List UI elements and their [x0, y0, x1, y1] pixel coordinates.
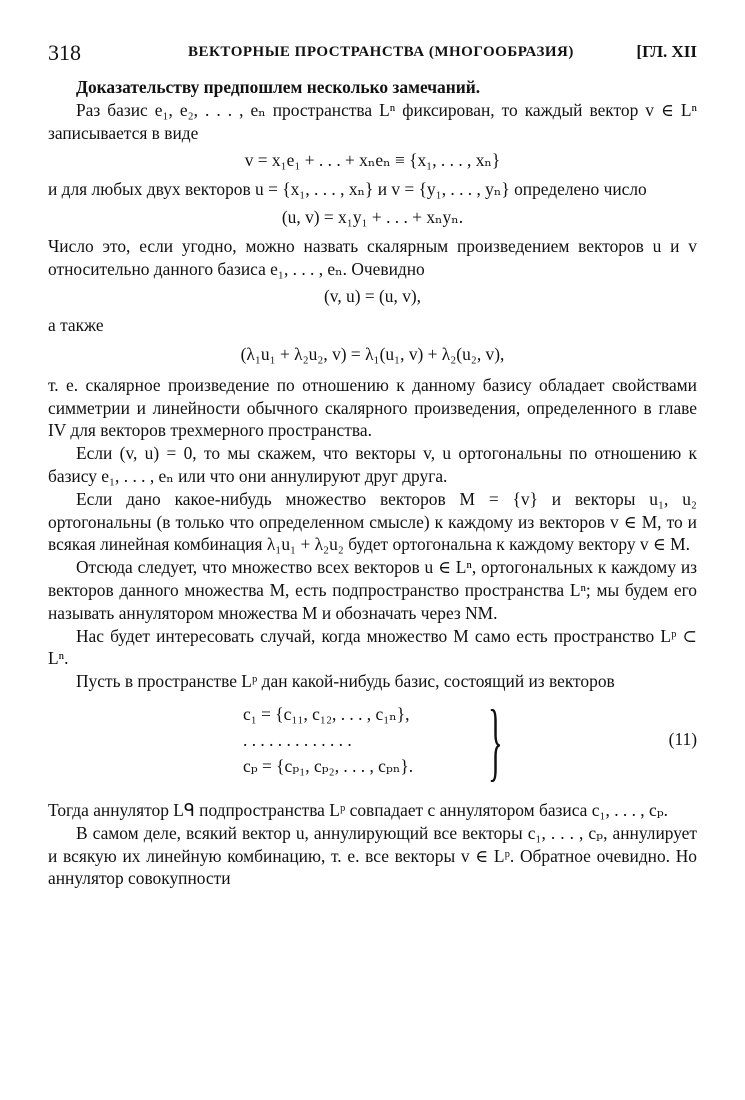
paragraph-scalar-product-name: Число это, если угодно, можно назвать скалярным произведением векторов u и v относительно данного базиса e₁, . . . , eₙ. Очевидно [48, 235, 697, 279]
formula-vector-expansion: v = x₁e₁ + . . . + xₙeₙ ≡ {x₁, . . . , xₙ} [244, 150, 501, 171]
system-line-1: c₁ = {c₁₁, c₁₂, . . . , c₁ₙ}, [243, 703, 410, 724]
paragraph-annihilator: Отсюда следует, что множество всех векторов u ∈ Lⁿ, ортогональных к каждому из векторов данного множества M, есть подпространство пространства Lⁿ; мы будем его называть аннулятором множества M и обозначать через NM. [48, 557, 697, 623]
right-brace: } [488, 692, 503, 790]
paragraph-orthogonal: Если (v, u) = 0, то мы скажем, что векторы v, u ортогональны по отношению к базису e₁, . . . , eₙ или что они аннулируют друг друга. [48, 443, 697, 486]
equation-system [48, 692, 697, 791]
page-number: 318 [48, 40, 81, 65]
formula-scalar-product: (u, v) = x₁y₁ + . . . + xₙyₙ. [281, 206, 464, 227]
equation-number: (11) [668, 728, 697, 749]
paragraph-case: Нас будет интересовать случай, когда множество M само есть пространство Lᵖ ⊂ Lⁿ. [48, 625, 697, 669]
system-line-p: cₚ = {cₚ₁, cₚ₂, . . . , cₚₙ}. [243, 755, 414, 776]
paragraph-intro: Доказательству предпошлем несколько замечаний. [76, 77, 481, 97]
formula-symmetry: (v, u) = (u, v), [323, 286, 422, 307]
paragraph-basis: Раз базис e₁, e₂, . . . , eₙ пространства Lⁿ фиксирован, то каждый вектор v ∈ Lⁿ записывается в виде [48, 99, 697, 143]
formula-linearity: (λ₁u₁ + λ₂u₂, v) = λ₁(u₁, v) + λ₂(u₂, v), [240, 343, 505, 364]
system-lines [243, 701, 413, 779]
paragraph-set-m: Если дано какое-нибудь множество векторов M = {v} и векторы u₁, u₂ ортогональны (в только что определенном смысле) к каждому из векторов v ∈ M, то и всякая линейная комбинация λ₁u₁ + λ₂u₂ будет ортогональна к каждому вектору v ∈ M. [48, 488, 697, 555]
paragraph-two-vectors: и для любых двух векторов u = {x₁, . . . , xₙ} и v = {y₁, . . . , yₙ} определено число [48, 179, 647, 200]
page-header [48, 40, 697, 72]
running-title: ВЕКТОРНЫЕ ПРОСТРАНСТВА (МНОГООБРАЗИЯ) [188, 44, 574, 60]
paragraph-proof: В самом деле, всякий вектор u, аннулирующий все векторы c₁, . . . , cₚ, аннулирует и всякую их линейную комбинацию, т. е. все векторы v ∈ Lᵖ. Обратное очевидно. Но аннулятор совокупности [48, 822, 697, 889]
paragraph-properties: т. е. скалярное произведение по отношению к данному базису обладает свойствами симметрии и линейности обычного скалярного произведения, определенного в главе IV для векторов трехмерного пространства. [48, 374, 697, 441]
paragraph-also: а также [48, 315, 104, 336]
paragraph-basis-lp: Пусть в пространстве Lᵖ дан какой-нибудь базис, состоящий из векторов [76, 671, 615, 692]
chapter-label: [ГЛ. XII [636, 42, 697, 61]
system-line-dots: . . . . . . . . . . . . . [243, 729, 352, 750]
paragraph-then: Тогда аннулятор Lᑫ подпространства Lᵖ совпадает с аннулятором базиса c₁, . . . , cₚ. [48, 799, 669, 820]
